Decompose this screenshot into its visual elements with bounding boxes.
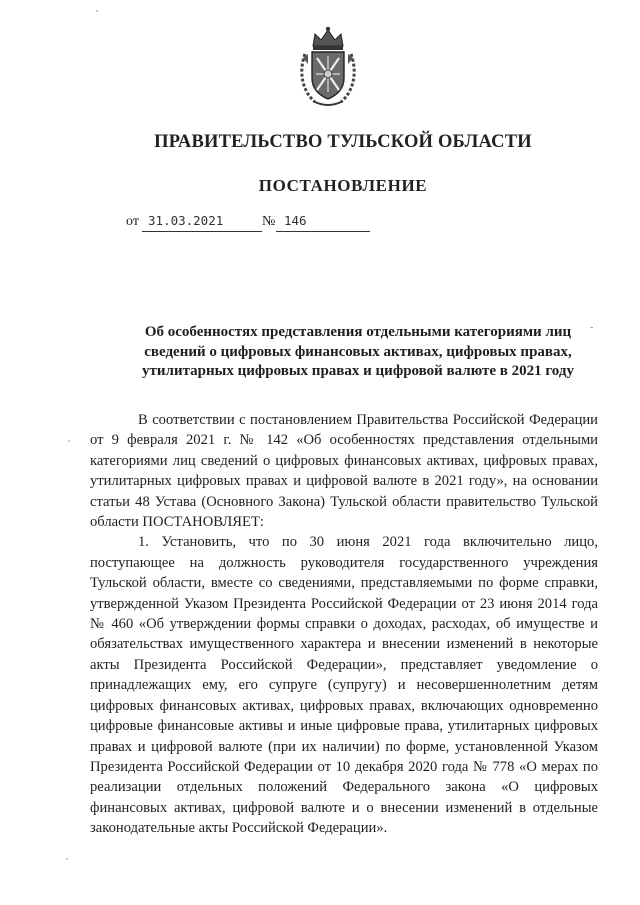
- number-underline: [276, 231, 370, 232]
- government-title: ПРАВИТЕЛЬСТВО ТУЛЬСКОЙ ОБЛАСТИ: [154, 132, 532, 152]
- document-number: 146: [284, 213, 307, 228]
- item-1-paragraph: 1. Установить, что по 30 июня 2021 года включительно лицо, поступающее на должность руководителя государственного учреждения Тульской области, вместе со сведениями, представляемыми по форме справки, утвержденной Указом Президента Российской Федерации от 23 июня 2014 года № 460 «Об утверждении формы справки о доходах, расходах, об имуществе и обязательствах имущественного характера и внесении изменений в некоторые акты Президента Российской Федерации», представляет уведомление о принадлежащих ему, его супруге (супругу) и несовершеннолетним детям цифровых финансовых активах, цифровых правах, включающих одновременно цифровые финансовые активы и иные цифровые права, утилитарных цифровых правах и цифровой валюте (при их наличии) по форме, установленной Указом Президента Российской Федерации от 10 декабря 2020 года № 778 «О мерах по реализации отдельных положений Федерального закона «О цифровых финансовых активах, цифровой валюте и о внесении изменений в отдельные законодательные акты Российской Федерации».: [90, 534, 598, 837]
- preamble-paragraph: В соответствии с постановлением Правительства Российской Федерации от 9 февраля 2021 г. № 142 «Об особенностях представления отдельными категориями лиц сведений о цифровых финансовых активах, цифровых правах, утилитарных цифровых правах и цифровой валюте в 2021 году», на основании статьи 48 Устава (Основного Закона) Тульской области правительство Тульской области ПОСТАНОВЛЯЕТ:: [90, 412, 598, 531]
- document-date: 31.03.2021: [148, 213, 224, 228]
- scan-mark: -: [590, 322, 594, 333]
- scan-speck: [96, 10, 98, 12]
- document-body: [90, 410, 598, 839]
- tula-oblast-coat-of-arms-icon: [295, 24, 361, 110]
- date-prefix-label: от: [126, 214, 139, 229]
- date-underline: [142, 231, 262, 232]
- scan-speck: [66, 858, 68, 860]
- scan-speck: [68, 440, 70, 442]
- date-number-line: [126, 214, 376, 234]
- number-label: №: [262, 214, 276, 229]
- document-type-title: ПОСТАНОВЛЕНИЕ: [258, 176, 428, 195]
- document-subject: Об особенностях представления отдельными категориями лиц сведений о цифровых финансовых активах, цифровых правах, утилитарных цифровых правах и цифровой валюте в 2021 году: [142, 324, 574, 379]
